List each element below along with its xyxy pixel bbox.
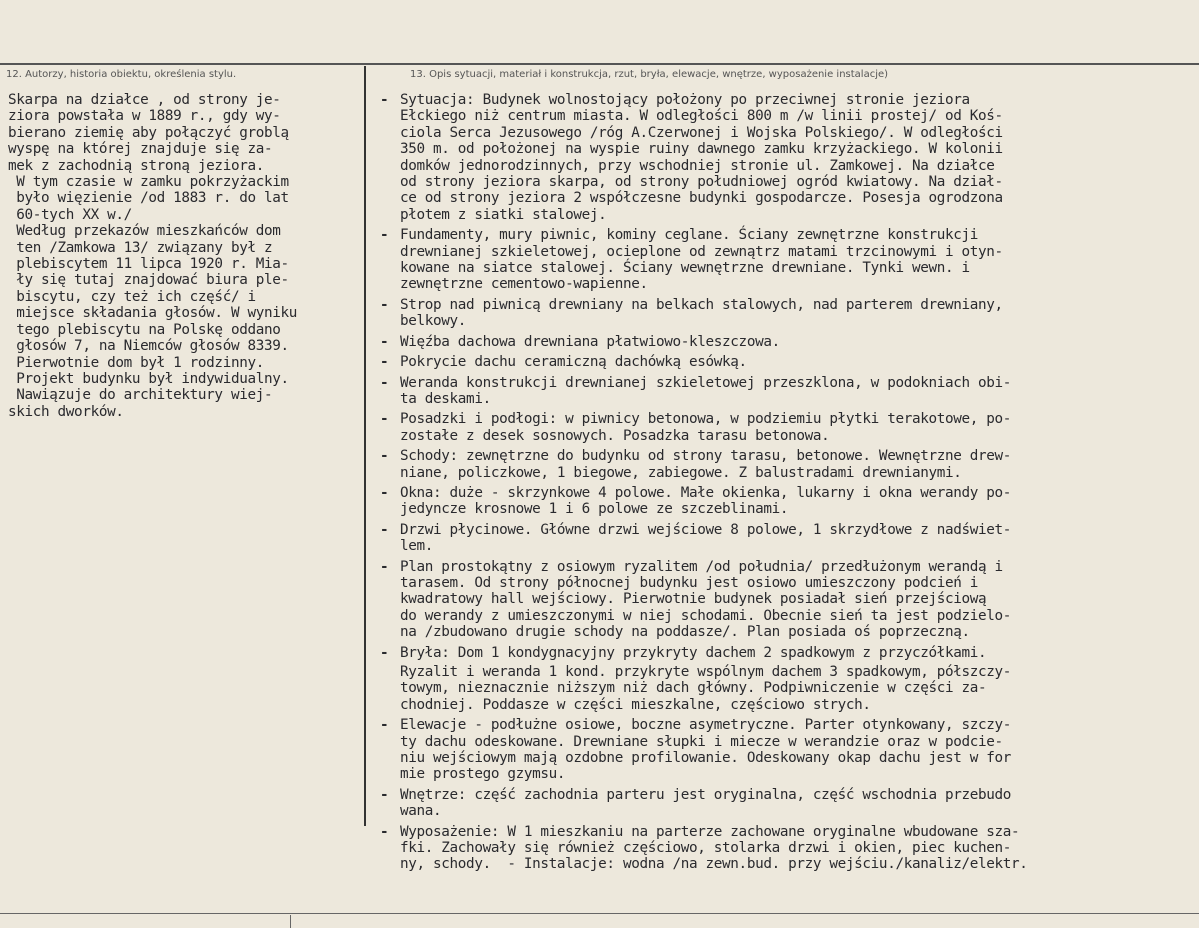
description-item [380,448,1190,481]
description-list [380,92,1190,877]
description-item [380,354,1190,370]
description-item [380,92,1190,223]
description-item [380,787,1190,820]
bullet-dash: - [380,227,389,244]
description-item [380,485,1190,518]
description-item-text: Strop nad piwnicą drewniany na belkach stalowych, nad parterem drewniany, belkowy. [400,296,1003,330]
bullet-dash [380,664,400,713]
description-item [380,664,1190,713]
column-divider [364,66,366,826]
bullet-dash: - [380,786,389,803]
description-item [380,645,1190,661]
description-item-text: Elewacje - podłużne osiowe, boczne asymetryczne. Parter otynkowany, szczy- ty dachu odeskowane. Drewniane słupki i miecze w werandzie oraz w podcie- niu wejściowym mają ozdobne profilowanie. Odeskowany okap dachu jest w for mie prostego gzymsu. [400,717,1012,783]
left-column-header: 12. Autorzy, historia obiektu, określenia stylu. [6,69,237,80]
description-item-text: Więźba dachowa drewniana płatwiowo-kleszczowa. [400,333,780,350]
bullet-dash: - [380,644,389,661]
top-rule [0,63,1199,65]
bullet-dash: - [380,521,389,538]
description-item [380,824,1190,873]
description-item-text: Ryzalit i weranda 1 kond. przykryte wspólnym dachem 3 spadkowym, półszczy- towym, nieznacznie niższym niż dach główny. Podpiwniczenie w części za- chodniej. Poddasze w części mieszkalne, częściowo strych. [400,664,1012,713]
description-item-text: Plan prostokątny z osiowym ryzalitem /od południa/ przedłużonym werandą i tarasem. Od strony północnej budynku jest osiowo umieszczony podcień i kwadratowy hall wejściowy. Pierwotnie budynek posiadał sień przejściową do werandy z umieszczonymi w niej schodami. Obecnie sień ta jest podzielo- na /zbudowano drugie schody na poddasze/. Plan posiada oś poprzeczną. [400,558,1012,641]
history-text: Skarpa na działce , od strony je- ziora powstała w 1889 r., gdy wy- bierano ziemię aby połączyć groblą wyspę na której znajduje się za- mek z zachodnią stroną jeziora. W tym czasie w zamku pokrzyżackim było więzienie /od 1883 r. do lat 60-tych XX w./ Według przekazów mieszkańców dom ten /Zamkowa 13/ związany był z plebiscytem 11 lipca 1920 r. Mia- ły się tutaj znajdować biura ple- biscytu, czy też ich część/ i miejsce składania głosów. W wyniku tego plebiscytu na Polskę oddano głosów 7, na Niemców głosów 8339. Pierwotnie dom był 1 rodzinny. Projekt budynku był indywidualny. Nawiązuje do architektury wiej- skich dworków. [8,92,298,420]
description-item-text: Fundamenty, mury piwnic, kominy ceglane. Ściany zewnętrzne konstrukcji drewnianej szkieletowej, ocieplone od zewnątrz matami trzcinowymi i otyn- kowane na siatce stalowej. Ściany wewnętrzne drewniane. Tynki wewn. i zewnętrzne cementowo-wapienne. [400,227,1003,293]
description-item-text: Pokrycie dachu ceramiczną dachówką esówką. [400,354,747,371]
description-item [380,522,1190,555]
description-item [380,334,1190,350]
bullet-dash: - [380,448,389,465]
description-item-text: Posadzki i podłogi: w piwnicy betonowa, w podziemiu płytki terakotowe, po- zostałe z desek sosnowych. Posadzka tarasu betonowa. [400,411,1012,444]
right-column-header: 13. Opis sytuacji, materiał i konstrukcja, rzut, bryła, elewacje, wnętrze, wyposażenie instalacje) [410,69,889,80]
description-item-text: Weranda konstrukcji drewnianej szkieletowej przeszklona, w podokniach obi- ta deskami. [400,374,1012,407]
bullet-dash: - [380,823,389,840]
description-item-text: Wnętrze: część zachodnia parteru jest oryginalna, część wschodnia przebudo wana. [400,786,1012,820]
description-item-text: Wyposażenie: W 1 mieszkaniu na parterze zachowane oryginalne wbudowane sza- fki. Zachowały się również częściowo, stolarka drzwi i okien, piec kuchen- ny, schody. - Instalacje: wodna /na zewn.bud. przy wejściu./kanaliz/elektr. [400,823,1028,873]
bullet-dash: - [380,484,389,501]
bullet-dash: - [380,411,389,428]
bullet-dash: - [380,558,389,575]
bullet-dash: - [380,354,389,371]
description-item [380,297,1190,330]
description-item-text: Bryła: Dom 1 kondygnacyjny przykryty dachem 2 spadkowym z przyczółkami. [400,644,987,661]
description-item [380,375,1190,408]
bullet-dash: - [380,717,389,734]
description-item-text: Drzwi płycinowe. Główne drzwi wejściowe 8 polowe, 1 skrzydłowe z nadświet- lem. [400,521,1012,555]
description-item [380,559,1190,641]
bullet-dash: - [380,296,389,313]
description-item-text: Sytuacja: Budynek wolnostojący położony po przeciwnej stronie jeziora Ełckiego niż centrum miasta. W odległości 800 m /w linii prostej/ od Koś- ciola Serca Jezusowego /róg A.Czerwonej i Wojska Polskiego/. W odległości 350 m. od położonej na wyspie ruiny dawnego zamku krzyżackiego. W kolonii domków jednorodzinnych, przy wschodniej stronie ul. Zamkowej. Na działce od strony jeziora skarpa, od strony południowej ogród kwiatowy. Na dział- ce od strony jeziora 2 współczesne budynki gospodarcze. Posesja ogrodzona płotem z siatki stalowej. [400,92,1003,223]
bottom-divider [290,915,291,928]
bullet-dash: - [380,92,389,108]
bottom-rule [0,913,1199,914]
description-item-text: Okna: duże - skrzynkowe 4 polowe. Małe okienka, lukarny i okna werandy po- jedyncze krosnowe 1 i 6 polowe ze szczeblinami. [400,484,1012,518]
bullet-dash: - [380,333,389,350]
description-item-text: Schody: zewnętrzne do budynku od strony tarasu, betonowe. Wewnętrzne drew- niane, policzkowe, 1 biegowe, zabiegowe. Z balustradami drewnianymi. [400,448,1012,481]
description-item [380,717,1190,783]
description-item [380,227,1190,293]
bullet-dash: - [380,374,389,391]
description-item [380,411,1190,444]
